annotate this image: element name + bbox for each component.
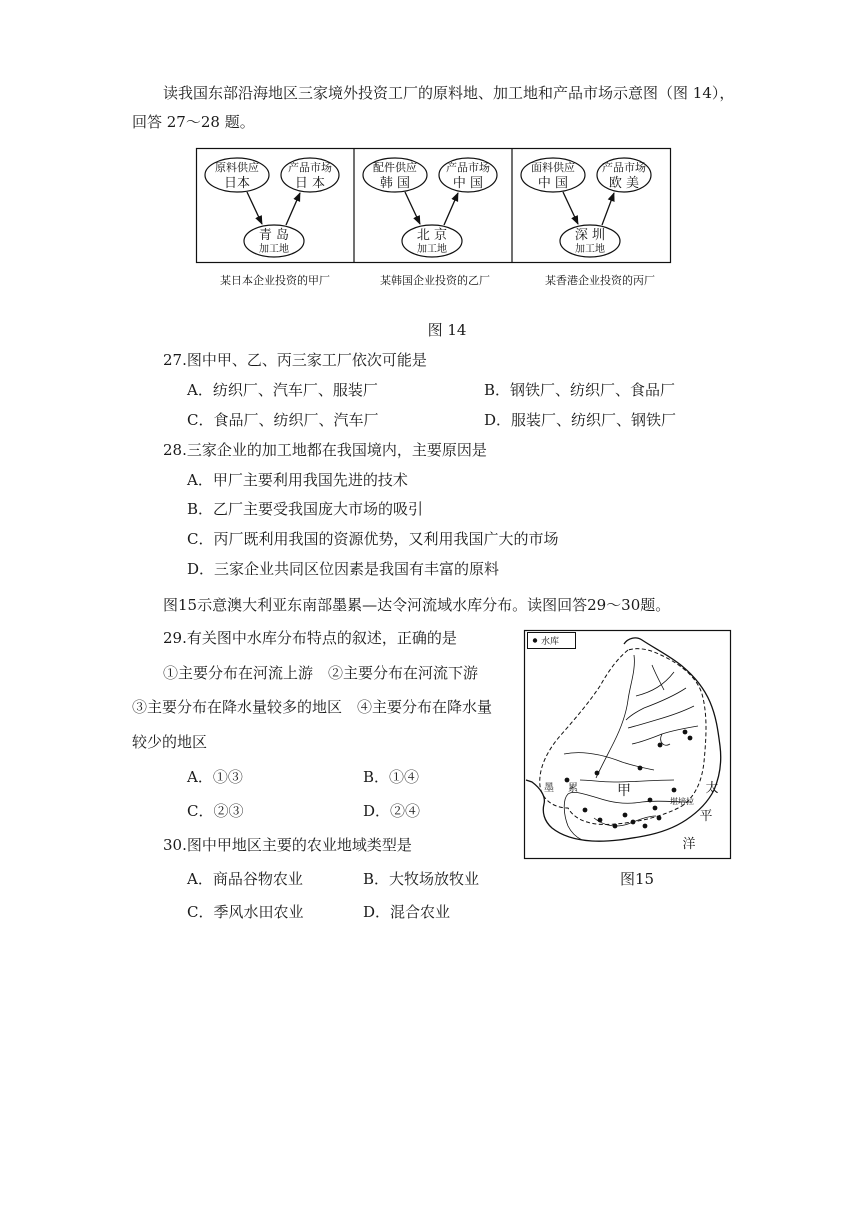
market-label: 产品市场 xyxy=(602,161,646,174)
legend-label: 水库 xyxy=(541,637,560,647)
figure-15-intro: 图15示意澳大利亚东南部墨累—达令河流域水库分布。读图回答29～30题。 xyxy=(163,596,671,614)
q30-option-c: C．季风水田农业 xyxy=(187,903,304,921)
reservoir-dot xyxy=(623,813,628,818)
q29-statement-line-2: ③主要分布在降水量较多的地区 ④主要分布在降水量 xyxy=(132,698,493,716)
supply-label: 原料供应 xyxy=(215,161,259,174)
q28-option-b: B．乙厂主要受我国庞大市场的吸引 xyxy=(187,500,424,518)
panel-caption-yi: 某韩国企业投资的乙厂 xyxy=(380,274,490,287)
q29-option-d: D．②④ xyxy=(363,802,421,820)
supply-place: 日本 xyxy=(223,176,251,191)
q27-stem: 27.图中甲、乙、丙三家工厂依次可能是 xyxy=(163,351,427,369)
city-label-canberra: 堪培拉 xyxy=(670,797,694,806)
panel-caption-bing: 某香港企业投资的丙厂 xyxy=(545,274,655,287)
market-label: 产品市场 xyxy=(446,161,490,174)
processing-label: 加工地 xyxy=(259,244,289,255)
reservoir-dot xyxy=(688,736,693,741)
arrow-processing-to-market xyxy=(286,193,300,225)
q28-stem: 28.三家企业的加工地都在我国境内，主要原因是 xyxy=(163,441,487,459)
figure-14-title: 图 14 xyxy=(427,321,467,339)
arrow-supply-to-processing xyxy=(563,192,578,224)
supply-place: 韩 国 xyxy=(379,176,411,191)
reservoir-dot xyxy=(598,818,603,823)
q29-option-c: C．②③ xyxy=(187,802,244,820)
figure-14-diagram xyxy=(196,148,671,290)
q27-option-b: B．钢铁厂、纺织厂、食品厂 xyxy=(484,381,676,399)
legend-dot xyxy=(533,638,537,642)
ocean-label-tai: 太 xyxy=(705,781,719,796)
reservoir-dot xyxy=(657,816,662,821)
river-label-mo: 墨 xyxy=(544,783,554,794)
reservoir-dot xyxy=(595,771,600,776)
q27-option-c: C．食品厂、纺织厂、汽车厂 xyxy=(187,411,379,429)
arrow-processing-to-market xyxy=(602,193,614,225)
market-place: 日 本 xyxy=(294,176,326,191)
processing-label: 加工地 xyxy=(575,244,605,255)
processing-place: 北 京 xyxy=(416,228,448,243)
reservoir-dot xyxy=(613,824,618,829)
panel-jia xyxy=(205,158,339,257)
q29-statement-line-1: ①主要分布在河流上游 ②主要分布在河流下游 xyxy=(163,664,479,682)
market-label: 产品市场 xyxy=(288,161,332,174)
reservoir-dot xyxy=(583,808,588,813)
processing-place: 青 岛 xyxy=(258,228,290,243)
intro-line-2: 回答 27～28 题。 xyxy=(132,113,255,131)
q29-option-a: A．①③ xyxy=(187,768,243,786)
reservoir-dot xyxy=(631,820,636,825)
figure-15-map xyxy=(524,630,731,859)
intro-line-1: 读我国东部沿海地区三家境外投资工厂的原料地、加工地和产品市场示意图（图 14）， xyxy=(163,84,735,102)
q29-option-b: B．①④ xyxy=(363,768,420,786)
q30-option-b: B．大牧场放牧业 xyxy=(363,870,480,888)
panel-bing xyxy=(521,158,651,257)
reservoir-dot xyxy=(643,824,648,829)
reservoir-dot xyxy=(565,778,570,783)
q29-stem: 29.有关图中水库分布特点的叙述，正确的是 xyxy=(163,629,457,647)
panel-caption-jia: 某日本企业投资的甲厂 xyxy=(220,274,330,287)
supply-label: 配件供应 xyxy=(373,161,417,174)
processing-place: 深 圳 xyxy=(574,228,606,243)
reservoir-dot xyxy=(653,806,658,811)
q30-option-d: D．混合农业 xyxy=(363,903,451,921)
arrow-processing-to-market xyxy=(444,193,458,225)
processing-label: 加工地 xyxy=(417,244,447,255)
q27-option-d: D．服装厂、纺织厂、钢铁厂 xyxy=(484,411,677,429)
reservoir-dot xyxy=(648,798,653,803)
figure-15-title: 图15 xyxy=(619,870,655,888)
q30-stem: 30.图中甲地区主要的农业地域类型是 xyxy=(163,836,412,854)
market-place: 中 国 xyxy=(452,176,484,191)
reservoir-dot xyxy=(658,743,663,748)
ocean-label-ping: 平 xyxy=(699,809,713,824)
panel-yi xyxy=(363,158,497,257)
q28-option-d: D．三家企业共同区位因素是我国有丰富的原料 xyxy=(187,560,500,578)
arrow-supply-to-processing xyxy=(405,192,420,224)
supply-label: 面料供应 xyxy=(531,161,575,174)
reservoir-dot xyxy=(683,730,688,735)
reservoir-dot xyxy=(638,766,643,771)
q28-option-a: A．甲厂主要利用我国先进的技术 xyxy=(187,471,408,489)
supply-place: 中 国 xyxy=(537,176,569,191)
q29-statement-line-3: 较少的地区 xyxy=(132,733,208,751)
q28-option-c: C．丙厂既利用我国的资源优势，又利用我国广大的市场 xyxy=(187,530,559,548)
arrow-supply-to-processing xyxy=(247,192,262,224)
q30-option-a: A．商品谷物农业 xyxy=(187,870,303,888)
river-label-lei: 累 xyxy=(568,783,578,794)
market-place: 欧 美 xyxy=(608,176,640,191)
ocean-label-yang: 洋 xyxy=(682,837,696,852)
q27-option-a: A．纺织厂、汽车厂、服装厂 xyxy=(187,381,378,399)
region-label-jia: 甲 xyxy=(617,783,631,799)
reservoir-dot xyxy=(672,788,677,793)
